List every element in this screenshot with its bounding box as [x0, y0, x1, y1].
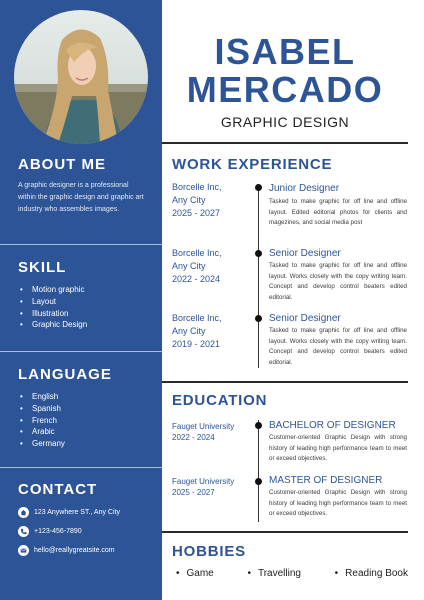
- education-title: EDUCATION: [172, 392, 268, 409]
- job-city: Any City: [172, 261, 206, 271]
- contact-address: [18, 507, 120, 518]
- education-divider: [162, 531, 408, 533]
- edu-org: [172, 421, 256, 443]
- edu-years: 2022 - 2024: [172, 433, 215, 442]
- edu-years: 2025 - 2027: [172, 488, 215, 497]
- about-divider: [0, 244, 162, 245]
- language-item: • Spanish: [20, 403, 65, 415]
- work-timeline: [258, 186, 259, 368]
- job-company: Borcelle Inc,: [172, 313, 222, 323]
- edu-degree: MASTER OF DESIGNER: [269, 475, 383, 486]
- hobby-item: • Game: [176, 568, 214, 579]
- job-description: Tasked to make graphic for off line and offline layout. Works closely with the copy writing team. Concept and develop control beaters edited editorial.: [269, 262, 407, 301]
- job-position: Senior Designer: [269, 248, 341, 259]
- contact-address-text: 123 Anywhere ST., Any City: [34, 509, 120, 516]
- skill-item: • Graphic Design: [20, 319, 87, 331]
- edu-degree: BACHELOR OF DESIGNER: [269, 420, 396, 431]
- last-name: MERCADO: [186, 69, 384, 110]
- main-content: [162, 0, 424, 600]
- edu-description: Customer-oriented Graphic Design with strong history of leading high performance team to meet or exceed objectives.: [269, 434, 407, 462]
- contact-email: [18, 545, 115, 556]
- job-company: Borcelle Inc,: [172, 182, 222, 192]
- job-company: Borcelle Inc,: [172, 248, 222, 258]
- edu-description: Customer-oriented Graphic Design with strong history of leading high performance team to meet or exceed objectives.: [269, 489, 407, 517]
- job-org: [172, 312, 256, 351]
- job-position: Senior Designer: [269, 313, 341, 324]
- about-text: A graphic designer is a professional within the graphic design and graphic art industry who assembles images.: [18, 182, 144, 213]
- first-name: ISABEL: [214, 31, 356, 72]
- hobbies-list: [176, 568, 408, 579]
- timeline-dot: [255, 250, 262, 257]
- work-title: WORK EXPERIENCE: [172, 156, 333, 173]
- skill-item: • Layout: [20, 296, 87, 308]
- sidebar: [0, 0, 162, 600]
- job-description: Tasked to make graphic for off line and offline layout. Edited editorial photos for clients and magezines, and social media post: [269, 198, 407, 226]
- language-list: [20, 391, 65, 450]
- home-icon: [18, 507, 29, 518]
- job-org: [172, 247, 256, 286]
- timeline-dot: [255, 478, 262, 485]
- profile-photo: [14, 10, 148, 144]
- language-item: • English: [20, 391, 65, 403]
- skill-divider: [0, 351, 162, 352]
- skill-title: SKILL: [18, 259, 67, 276]
- contact-phone-text: +123-456-7890: [34, 528, 82, 535]
- job-org: [172, 181, 256, 220]
- hobbies-title: HOBBIES: [172, 543, 246, 560]
- job-description: Tasked to make graphic for off line and offline layout. Works closely with the copy writing team. Concept and develop control beaters edited editorial.: [269, 327, 407, 366]
- edu-school: Fauget University: [172, 477, 235, 486]
- edu-org: [172, 476, 256, 498]
- contact-phone: [18, 526, 82, 537]
- job-city: Any City: [172, 326, 206, 336]
- language-item: • French: [20, 415, 65, 427]
- skill-list: [20, 284, 87, 331]
- job-city: Any City: [172, 195, 206, 205]
- language-divider: [0, 467, 162, 468]
- timeline-dot: [255, 422, 262, 429]
- contact-title: CONTACT: [18, 481, 98, 498]
- timeline-dot: [255, 184, 262, 191]
- hobby-item: • Reading Book: [335, 568, 408, 579]
- education-timeline: [258, 420, 259, 522]
- skill-item: • Motion graphic: [20, 284, 87, 296]
- contact-email-text[interactable]: hello@reallygreatsite.com: [34, 547, 115, 554]
- work-divider: [162, 381, 408, 383]
- about-title: ABOUT ME: [18, 156, 106, 173]
- hobby-item: • Travelling: [247, 568, 301, 579]
- language-item: • Germany: [20, 438, 65, 450]
- language-item: • Arabic: [20, 426, 65, 438]
- job-position: Junior Designer: [269, 183, 340, 194]
- job-years: 2022 - 2024: [172, 274, 221, 284]
- mail-icon: [18, 545, 29, 556]
- job-role: GRAPHIC DESIGN: [220, 114, 350, 130]
- language-title: LANGUAGE: [18, 366, 112, 383]
- skill-item: • Illustration: [20, 308, 87, 320]
- timeline-dot: [255, 315, 262, 322]
- phone-icon: [18, 526, 29, 537]
- job-years: 2025 - 2027: [172, 208, 221, 218]
- header-divider: [162, 142, 408, 144]
- edu-school: Fauget University: [172, 422, 235, 431]
- job-years: 2019 - 2021: [172, 339, 221, 349]
